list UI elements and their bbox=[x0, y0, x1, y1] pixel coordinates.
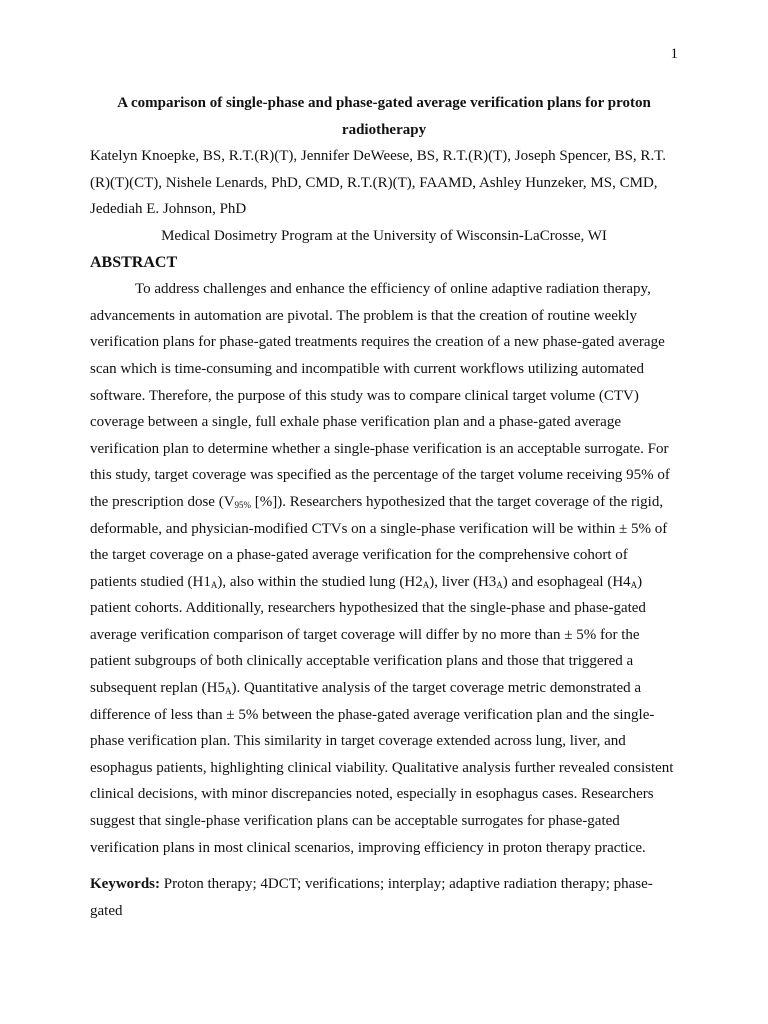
abstract-segment: ) and esophageal (H4 bbox=[502, 573, 631, 590]
h2-subscript: A bbox=[422, 579, 430, 590]
keywords bbox=[90, 871, 678, 924]
abstract-heading: ABSTRACT bbox=[90, 253, 178, 271]
author-list: Katelyn Knoepke, BS, R.T.(R)(T), Jennifer DeWeese, BS, R.T.(R)(T), Joseph Spencer, BS, R.T.(R)(T)(CT), Nishele Lenards, PhD, CMD, R.T.(R)(T), FAAMD, Ashley Hunzeker, MS, CMD, Jedediah E. Johnson, PhD bbox=[90, 148, 666, 218]
abstract-segment: ), liver (H3 bbox=[429, 573, 497, 590]
h1-subscript: A bbox=[210, 579, 218, 590]
paper-title: A comparison of single-phase and phase-gated average verification plans for proton radiotherapy bbox=[117, 95, 651, 138]
keywords-text: Proton therapy; 4DCT; verifications; interplay; adaptive radiation therapy; phase-gated bbox=[90, 876, 653, 919]
v95-subscript: 95% bbox=[234, 499, 252, 510]
abstract-segment: ). Quantitative analysis of the target coverage metric demonstrated a difference of less than ± 5% between the phase-gated average verification plan and the single-phase verification plan. This similarity in target coverage extended across lung, liver, and esophagus patients, highlighting clinical viability. Qualitative analysis further revealed consistent clinical decisions, with minor discrepancies noted, especially in esophagus cases. Researchers suggest that single-phase verification plans can be acceptable surrogates for phase-gated verification plans in most clinical scenarios, improving efficiency in proton therapy practice. bbox=[90, 680, 674, 856]
abstract-segment: ) patient cohorts. Additionally, researchers hypothesized that the single-phase and phase-gated average verification comparison of target coverage will differ by no more than ± 5% for the patient subgroups of both clinically acceptable verification plans and those that triggered a subsequent replan (H5 bbox=[90, 573, 646, 697]
paper-body bbox=[90, 90, 678, 924]
page-number: 1 bbox=[670, 46, 678, 62]
affiliation: Medical Dosimetry Program at the University of Wisconsin-LaCrosse, WI bbox=[161, 227, 607, 244]
h3-subscript: A bbox=[496, 579, 503, 590]
h5-subscript: A bbox=[224, 686, 232, 697]
abstract-segment: [%]). Researchers hypothesized that the target coverage of the rigid, deformable, and physician-modified CTVs on a single-phase verification will be within ± 5% of the target coverage on a phase-gated average verification for the comprehensive cohort of patients studied (H1 bbox=[90, 493, 668, 590]
abstract-segment: To address challenges and enhance the efficiency of online adaptive radiation therapy, advancements in automation are pivotal. The problem is that the creation of routine weekly verification plans for phase-gated treatments requires the creation of a new phase-gated average scan which is time-consuming and incompatible with current workflows utilizing automated software. Therefore, the purpose of this study was to compare clinical target volume (CTV) coverage between a single, full exhale phase verification plan and a phase-gated average verification plan to determine whether a single-phase verification is an acceptable surrogate. For this study, target coverage was specified as the percentage of the target volume receiving 95% of the prescription dose (V bbox=[90, 281, 670, 510]
h4-subscript: A bbox=[630, 579, 638, 590]
abstract-segment: ), also within the studied lung (H2 bbox=[217, 573, 423, 590]
abstract-text bbox=[90, 276, 678, 861]
keywords-label: Keywords: bbox=[90, 876, 160, 893]
